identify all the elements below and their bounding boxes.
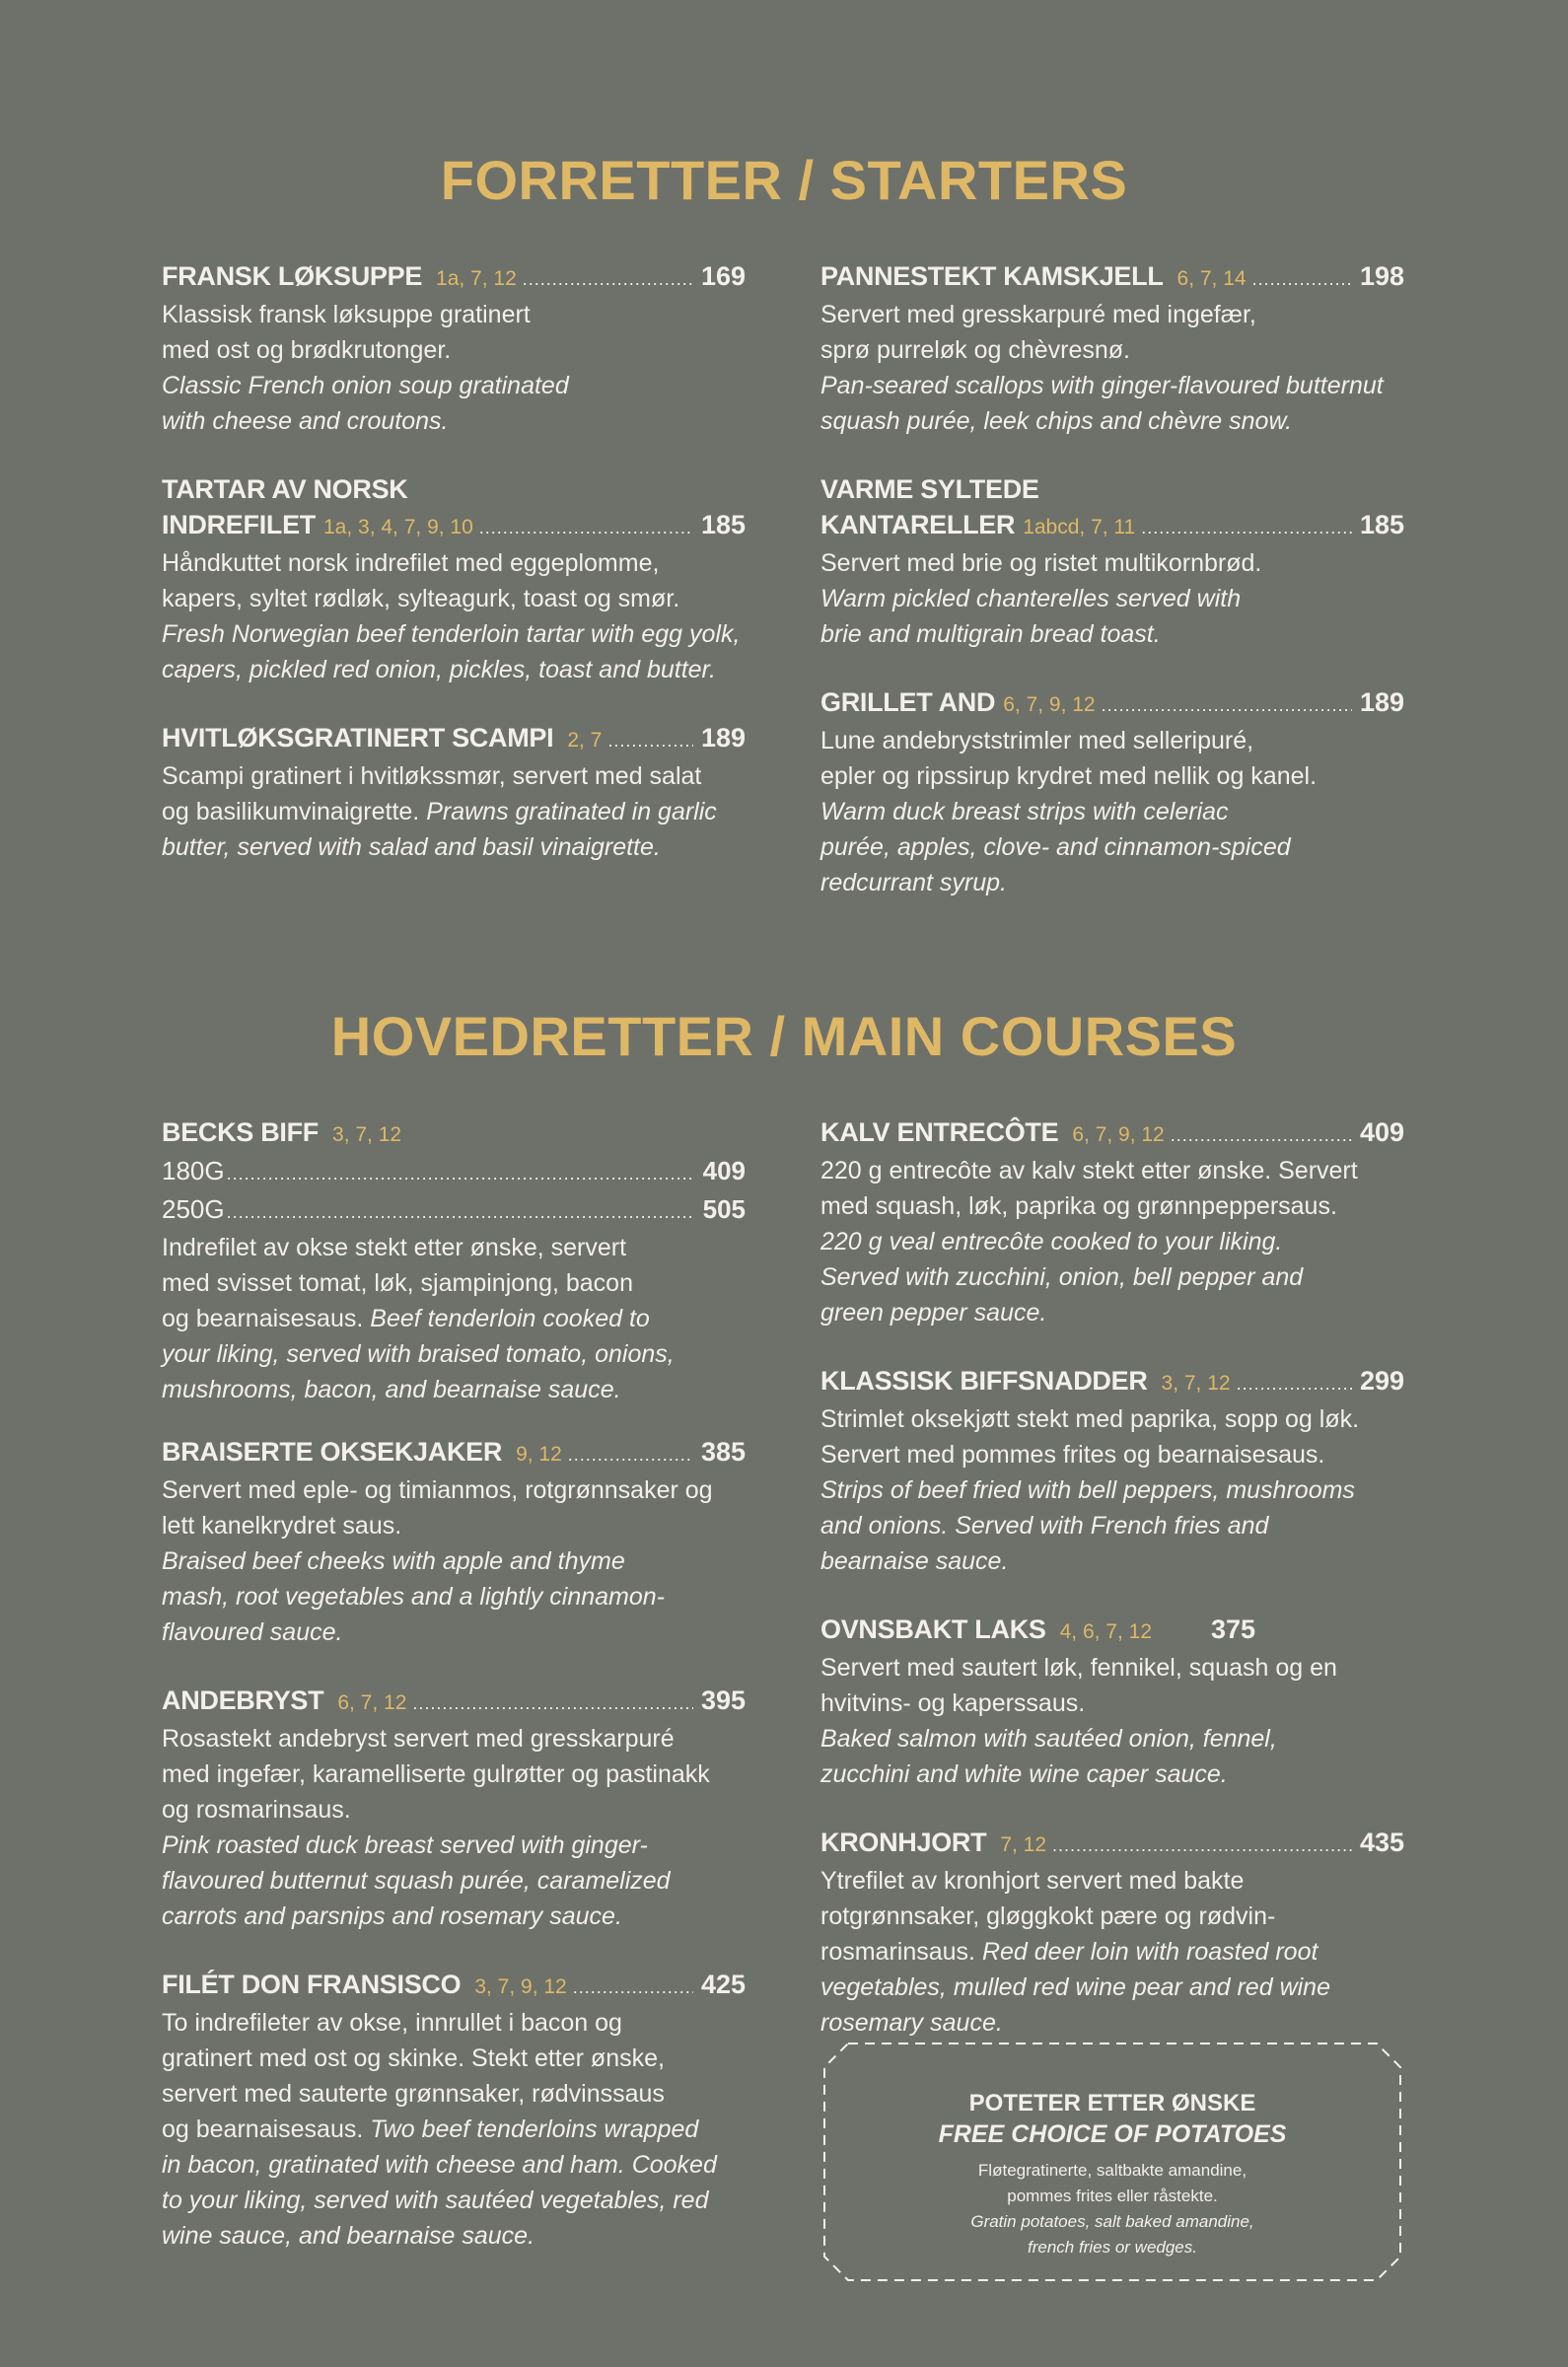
item-allergens: 4, 6, 7, 12 xyxy=(1059,1620,1153,1643)
item-price: 409 xyxy=(702,1156,746,1185)
item-price: 299 xyxy=(1359,1366,1404,1396)
dot-leader xyxy=(479,510,693,545)
item-name: KALV ENTRECÔTE xyxy=(820,1117,1059,1147)
item-name: KANTARELLER xyxy=(820,510,1016,539)
item-allergens: 1a, 7, 12 xyxy=(436,267,517,290)
item-price: 395 xyxy=(700,1686,746,1715)
size-label: 180G xyxy=(162,1156,225,1185)
item-allergens: 3, 7, 9, 12 xyxy=(474,1975,567,1998)
menu-item-scampi xyxy=(162,720,746,865)
dot-leader xyxy=(573,1970,693,2005)
item-price: 505 xyxy=(702,1194,746,1224)
item-description-no: Servert med sautert løk, fennikel, squash og en hvitvins- og kaperssaus. xyxy=(820,1654,1337,1717)
item-description-en: 220 g veal entrecôte cooked to your liking. Served with zucchini, onion, bell pepper and green pepper sauce. xyxy=(820,1228,1304,1327)
potato-choice-box xyxy=(820,2040,1404,2284)
item-description-en: Pink roasted duck breast served with ginger- flavoured butternut squash purée, caramelized carrots and parsnips and rosemary sauce. xyxy=(162,1831,671,1930)
menu-item-ovnsbakt-laks xyxy=(820,1612,1404,1792)
menu-item-tartar xyxy=(162,471,746,687)
item-price: 169 xyxy=(700,261,746,291)
item-description-no: 220 g entrecôte av kalv stekt etter ønske. Servert med squash, løk, paprika og grønnpeppersaus. xyxy=(820,1157,1358,1220)
dot-leader xyxy=(1237,1366,1352,1401)
item-price: 185 xyxy=(1359,510,1404,539)
item-name: OVNSBAKT LAKS xyxy=(820,1614,1046,1644)
dot-leader xyxy=(412,1686,693,1721)
item-name: HVITLØKSGRATINERT SCAMPI xyxy=(162,723,554,753)
dot-leader xyxy=(568,1437,693,1472)
menu-item-andebryst xyxy=(162,1683,746,1934)
item-price: 435 xyxy=(1359,1828,1404,1857)
menu-item-kronhjort xyxy=(820,1825,1404,2041)
dot-leader xyxy=(1171,1117,1352,1153)
potato-description-en: Gratin potatoes, salt baked amandine, french fries or wedges. xyxy=(970,2212,1254,2257)
potato-title-no: POTETER ETTER ØNSKE xyxy=(968,2090,1256,2116)
item-description-no: Servert med eple- og timianmos, rotgrønnsaker og lett kanelkrydret saus. xyxy=(162,1476,713,1540)
item-allergens: 7, 12 xyxy=(1000,1833,1047,1856)
potato-description-no: Fløtegratinerte, saltbakte amandine, pommes frites eller råstekte. xyxy=(977,2161,1247,2205)
item-name: FRANSK LØKSUPPE xyxy=(162,261,423,291)
size-option-180g xyxy=(162,1153,746,1191)
item-price: 198 xyxy=(1359,261,1404,291)
item-allergens: 6, 7, 14 xyxy=(1176,267,1247,290)
item-price: 375 xyxy=(1211,1614,1256,1644)
item-allergens: 1abcd, 7, 11 xyxy=(1023,516,1136,538)
item-description-en: Classic French onion soup gratinated with cheese and croutons. xyxy=(162,372,569,435)
item-name: KRONHJORT xyxy=(820,1828,987,1857)
item-description-en: Warm duck breast strips with celeriac purée, apples, clove- and cinnamon-spiced redcurrant syrup. xyxy=(820,798,1291,897)
menu-item-biffsnadder xyxy=(820,1363,1404,1579)
menu-item-grillet-and xyxy=(820,684,1404,900)
potato-title-en: FREE CHOICE OF POTATOES xyxy=(938,2120,1287,2148)
item-allergens: 6, 7, 9, 12 xyxy=(1072,1123,1165,1146)
menu-item-kamskjell xyxy=(820,258,1404,439)
menu-item-filet-don-fransisco xyxy=(162,1967,746,2254)
item-price: 185 xyxy=(700,510,746,539)
item-allergens: 9, 12 xyxy=(516,1443,562,1466)
item-name-line1: TARTAR AV NORSK xyxy=(162,474,408,504)
item-price: 409 xyxy=(1359,1117,1404,1147)
item-price: 189 xyxy=(1359,687,1404,717)
item-description-no: Klassisk fransk løksuppe gratinert med ost og brødkrutonger. xyxy=(162,301,531,364)
item-name: GRILLET AND xyxy=(820,687,996,717)
item-name-line1: VARME SYLTEDE xyxy=(820,474,1039,504)
dot-leader xyxy=(1252,261,1352,297)
dot-leader xyxy=(1102,687,1352,723)
item-price: 189 xyxy=(700,723,746,753)
item-name: INDREFILET xyxy=(162,510,316,539)
size-label: 250G xyxy=(162,1194,225,1224)
item-name: BRAISERTE OKSEKJAKER xyxy=(162,1437,503,1467)
item-name: BECKS BIFF xyxy=(162,1117,320,1147)
dot-leader xyxy=(523,261,693,297)
item-description-no: Servert med gresskarpuré med ingefær, sprø purreløk og chèvresnø. xyxy=(820,301,1256,364)
item-description: To indrefileter av okse, innrullet i bacon og gratinert med ost og skinke. Stekt etter ønske, servert med sauterte grønnsaker, rødvinssaus og bearnaisesaus. Two beef tenderloins wrapped in bacon, gratinated with cheese and ham. Cooked to your liking, served with sautéed vegetables, red wine sauce, and bearnaise sauce. xyxy=(162,2009,717,2250)
item-name: FILÉT DON FRANSISCO xyxy=(162,1970,462,1999)
item-allergens: 2, 7 xyxy=(567,729,603,752)
item-price: 385 xyxy=(700,1437,746,1467)
item-description-en: Pan-seared scallops with ginger-flavoured butternut squash purée, leek chips and chèvre snow. xyxy=(820,372,1384,435)
section-title-mains: HOVEDRETTER / MAIN COURSES xyxy=(330,1005,1238,1067)
item-price: 425 xyxy=(700,1970,746,1999)
item-description-en: Braised beef cheeks with apple and thyme mash, root vegetables and a lightly cinnamon- flavoured sauce. xyxy=(162,1547,666,1646)
item-description-en: Strips of beef fried with bell peppers, mushrooms and onions. Served with French fries and bearnaise sauce. xyxy=(820,1476,1355,1575)
item-description: Indrefilet av okse stekt etter ønske, servert med svisset tomat, løk, sjampinjong, bacon og bearnaisesaus. Beef tenderloin cooked to your liking, served with braised tomato, onions, mushrooms, bacon, and bearnaise sauce. xyxy=(162,1234,675,1403)
item-description-no: Håndkuttet norsk indrefilet med eggeplomme, kapers, syltet rødløk, sylteagurk, toast og smør. xyxy=(162,549,680,612)
dot-leader xyxy=(1052,1828,1352,1863)
item-description-en: Warm pickled chanterelles served with brie and multigrain bread toast. xyxy=(820,585,1242,648)
item-description-en: Fresh Norwegian beef tenderloin tartar with egg yolk, capers, pickled red onion, pickles, toast and butter. xyxy=(162,620,741,683)
item-description-no: Lune andebryststrimler med selleripuré, epler og ripssirup krydret med nellik og kanel. xyxy=(820,727,1318,790)
item-name: PANNESTEKT KAMSKJELL xyxy=(820,261,1164,291)
menu-item-becks-biff xyxy=(162,1114,746,1407)
menu-item-kalv-entrecote xyxy=(820,1114,1404,1330)
item-allergens: 6, 7, 9, 12 xyxy=(1003,693,1096,716)
item-description: Scampi gratinert i hvitløkssmør, servert med salat og basilikumvinaigrette. Prawns gratinated in garlic butter, served with salad and basil vinaigrette. xyxy=(162,762,717,861)
dot-leader xyxy=(1141,510,1352,545)
item-allergens: 3, 7, 12 xyxy=(332,1123,402,1146)
item-name: KLASSISK BIFFSNADDER xyxy=(820,1366,1148,1396)
item-allergens: 1a, 3, 4, 7, 9, 10 xyxy=(323,516,473,538)
dot-leader xyxy=(607,723,693,758)
item-name: ANDEBRYST xyxy=(162,1686,324,1715)
item-description-en: Baked salmon with sautéed onion, fennel, zucchini and white wine caper sauce. xyxy=(820,1725,1277,1788)
item-description: Ytrefilet av kronhjort servert med bakte rotgrønnsaker, gløggkokt pære og rødvin- rosmarinsaus. Red deer loin with roasted root vegetables, mulled red wine pear and red wine rosemary sauce. xyxy=(820,1867,1330,2037)
item-description-no: Strimlet oksekjøtt stekt med paprika, sopp og løk. Servert med pommes frites og bearnaisesaus. xyxy=(820,1405,1360,1469)
dot-leader xyxy=(227,1156,695,1191)
menu-item-oksekjaker xyxy=(162,1434,746,1650)
item-allergens: 3, 7, 12 xyxy=(1161,1372,1231,1395)
item-description-no: Servert med brie og ristet multikornbrød. xyxy=(820,549,1262,577)
item-allergens: 6, 7, 12 xyxy=(337,1691,407,1714)
section-title-starters: FORRETTER / STARTERS xyxy=(440,149,1128,211)
item-description-no: Rosastekt andebryst servert med gresskarpuré med ingefær, karamelliserte gulrøtter og pastinakk og rosmarinsaus. xyxy=(162,1725,710,1824)
size-option-250g xyxy=(162,1191,746,1230)
dot-leader xyxy=(227,1194,695,1230)
menu-item-fransk-loksuppe xyxy=(162,258,746,439)
menu-item-kantareller xyxy=(820,471,1404,652)
